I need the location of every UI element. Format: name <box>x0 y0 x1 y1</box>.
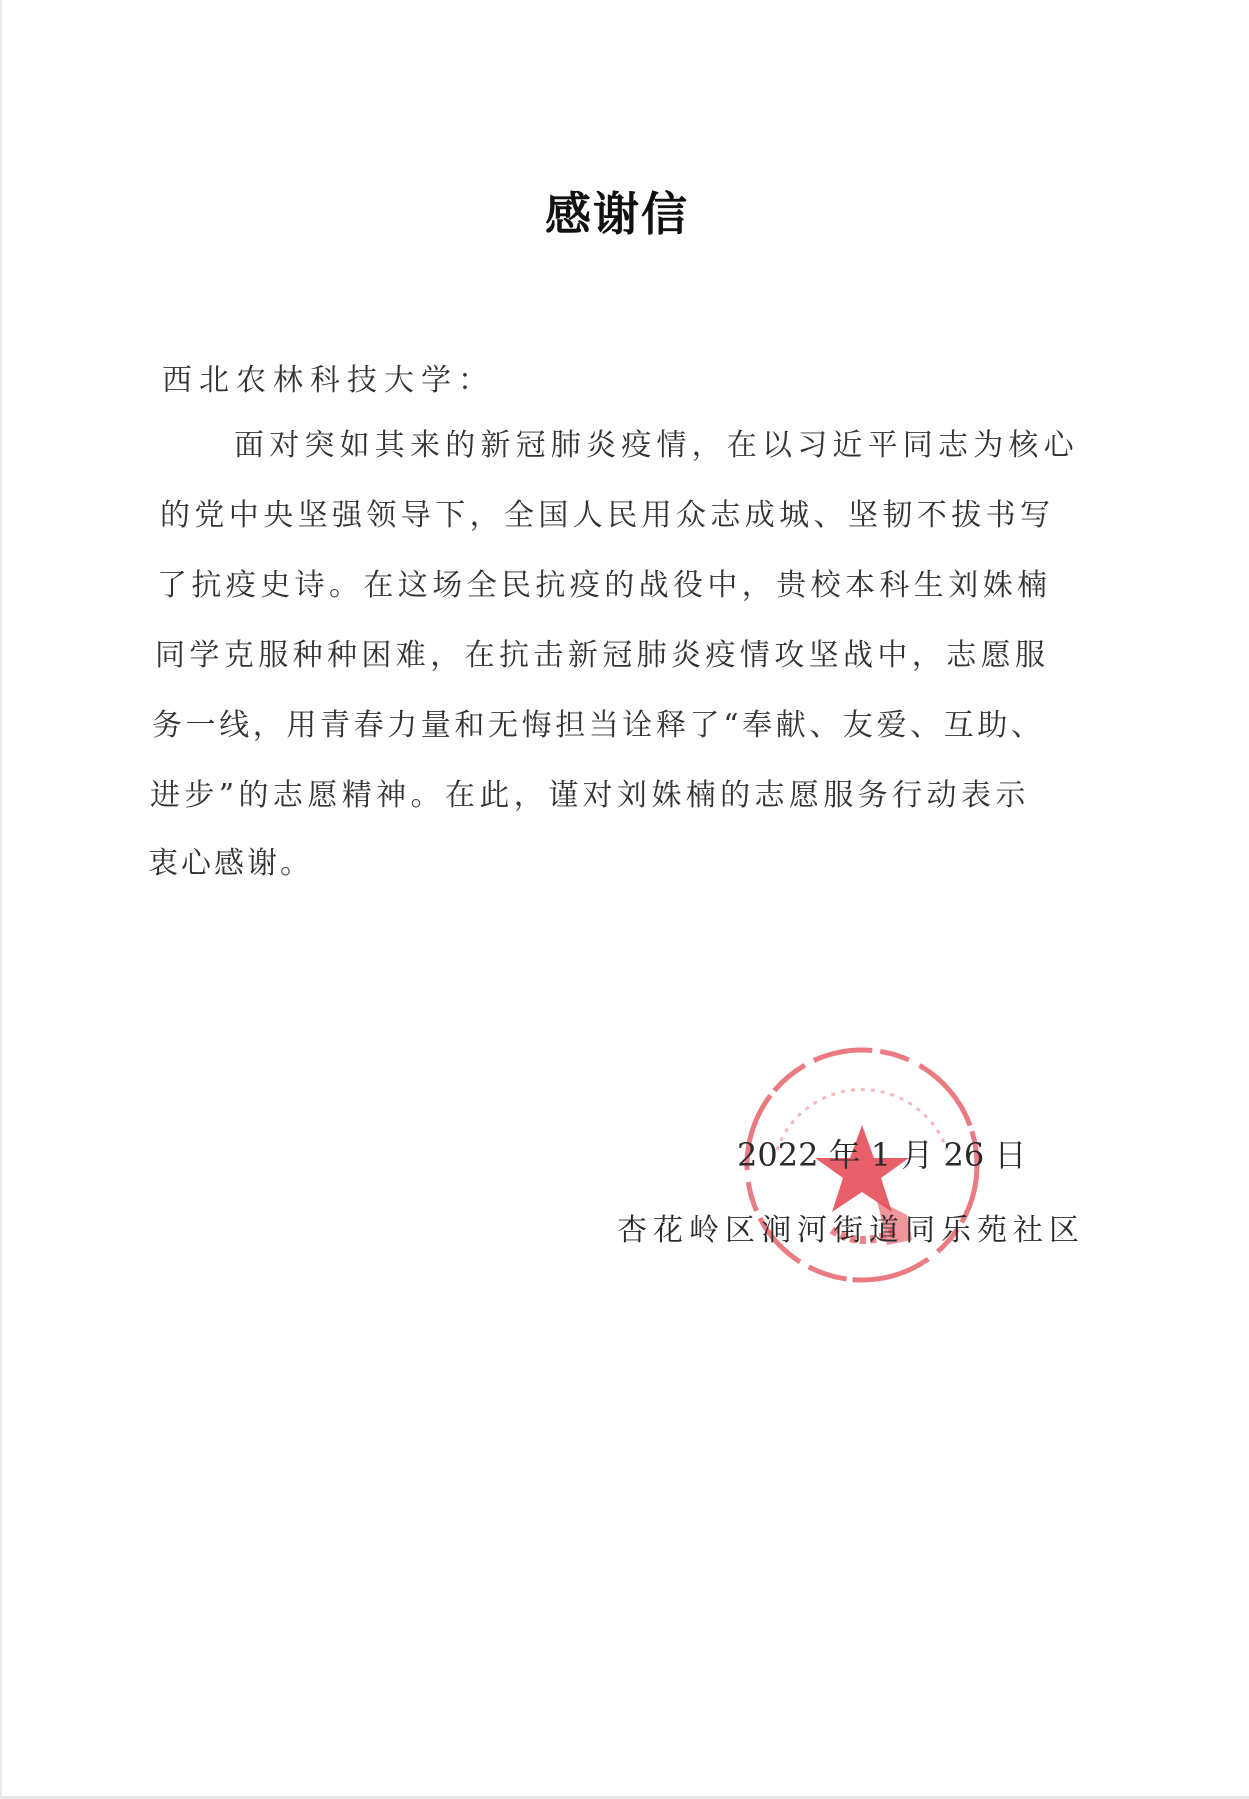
body-line-4: 同学克服种种困难，在抗击新冠肺炎疫情攻坚战中，志愿服 <box>155 638 1050 673</box>
signatory: 杏花岭区涧河街道同乐苑社区 <box>617 1213 1085 1248</box>
letter-date: 2022 年 1 月 26 日 <box>737 1136 1027 1174</box>
body-line-3: 了抗疫史诗。在这场全民抗疫的战役中，贵校本科生刘姝楠 <box>157 568 1052 603</box>
body-line-2: 的党中央坚强领导下，全国人民用众志成城、坚韧不拔书写 <box>160 498 1055 533</box>
body-line-5: 务一线，用青春力量和无悔担当诠释了“奉献、友爱、互助、 <box>152 708 1045 743</box>
body-line-1: 面对突如其来的新冠肺炎疫情，在以习近平同志为核心 <box>234 428 1079 463</box>
letter-title: 感谢信 <box>545 187 689 241</box>
salutation: 西北农林科技大学： <box>162 363 495 398</box>
body-line-6: 进步”的志愿精神。在此，谨对刘姝楠的志愿服务行动表示 <box>150 778 1030 813</box>
body-line-7: 衷心感谢。 <box>148 846 313 881</box>
